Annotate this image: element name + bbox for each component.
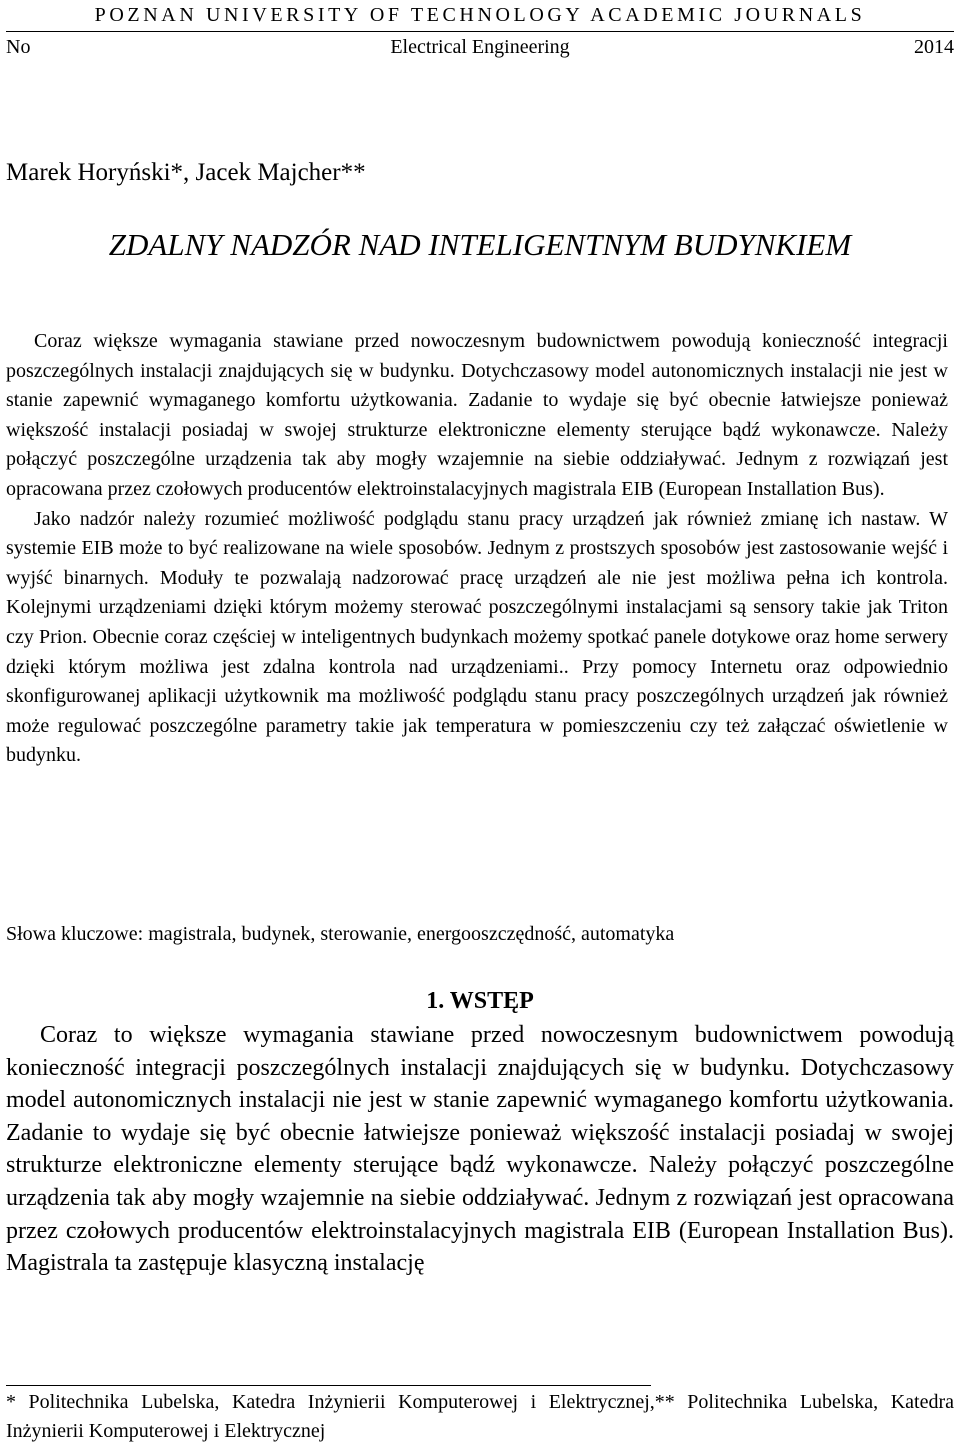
journal-name: POZNAN UNIVERSITY OF TECHNOLOGY ACADEMIC JOURNALS	[94, 4, 866, 26]
header-row	[6, 31, 954, 62]
abstract	[6, 327, 948, 771]
section-heading: 1. WSTĘP	[426, 988, 534, 1014]
footnote	[6, 1388, 954, 1446]
authors: Marek Horyński*, Jacek Majcher**	[6, 159, 366, 186]
issue-number-label: No	[6, 36, 31, 58]
footnote-rule	[6, 1385, 651, 1386]
abstract-paragraph: Coraz większe wymagania stawiane przed nowoczesnym budownictwem powodują konieczność integracji poszczególnych instalacji znajdujących się w budynku. Dotychczasowy model autonomicznych instalacji nie jest w stanie zapewnić wymaganego komfortu użytkowania. Zadanie to wydaje się być obecnie łatwiejsze ponieważ większość instalacji posiadaj w swojej strukturze elektroniczne elementy sterujące bądź wykonawcze. Należy połączyć poszczególne urządzenia tak aby mogły wzajemnie na siebie oddziaływać. Jednym z rozwiązań jest opracowana przez czołowych producentów elektroinstalacyjnych magistrala EIB (European Installation Bus).	[6, 330, 948, 500]
keywords: Słowa kluczowe: magistrala, budynek, sterowanie, energooszczędność, automatyka	[6, 923, 675, 945]
paper-title: ZDALNY NADZÓR NAD INTELIGENTNYM BUDYNKIEM	[108, 227, 852, 262]
field-name: Electrical Engineering	[390, 36, 570, 58]
body-paragraph: Coraz to większe wymagania stawiane przed nowoczesnym budownictwem powodują konieczność integracji poszczególnych instalacji znajdujących się w budynku. Dotychczasowy model autonomicznych instalacji nie jest w stanie zapewnić wymaganego komfortu użytkowania. Zadanie to wydaje się być obecnie łatwiejsze ponieważ większość instalacji posiadaj w swojej strukturze elektroniczne elementy sterujące bądź wykonawcze. Należy połączyć poszczególne urządzenia tak aby mogły wzajemnie na siebie oddziaływać. Jednym z rozwiązań jest opracowana przez czołowych producentów elektroinstalacyjnych magistrala EIB (European Installation Bus). Magistrala ta zastępuje klasyczną instalację	[6, 1022, 954, 1277]
footnote-text: * Politechnika Lubelska, Katedra Inżynierii Komputerowej i Elektrycznej,** Politechnika Lubelska, Katedra Inżynierii Komputerowej i Elektrycznej	[6, 1391, 954, 1442]
abstract-paragraph: Jako nadzór należy rozumieć możliwość podglądu stanu pracy urządzeń jak również zmianę ich nastaw. W systemie EIB może to być realizowane na wiele sposobów. Jednym z prostszych sposobów jest zastosowanie wejść i wyjść binarnych. Moduły te pozwalają nadzorować pracę urządzeń ale nie jest możliwa pełna ich kontrola. Kolejnymi urządzeniami dzięki którym możemy sterować poszczególnymi instalacjami są sensory takie jak Triton czy Prion. Obecnie coraz częściej w inteligentnych budynkach możemy spotkać panele dotykowe oraz home serwery dzięki którym możliwa jest zdalna kontrola nad urządzeniami.. Przy pomocy Internetu oraz odpowiednio skonfigurowanej aplikacji użytkownik ma możliwość podglądu stanu pracy poszczególnych urządzeń jak również może regulować poszczególne parametry takie jak temperatura w pomieszczeniu czy też załączać oświetlenie w budynku.	[6, 507, 948, 767]
section-body	[6, 1019, 954, 1280]
publication-year: 2014	[914, 36, 954, 58]
